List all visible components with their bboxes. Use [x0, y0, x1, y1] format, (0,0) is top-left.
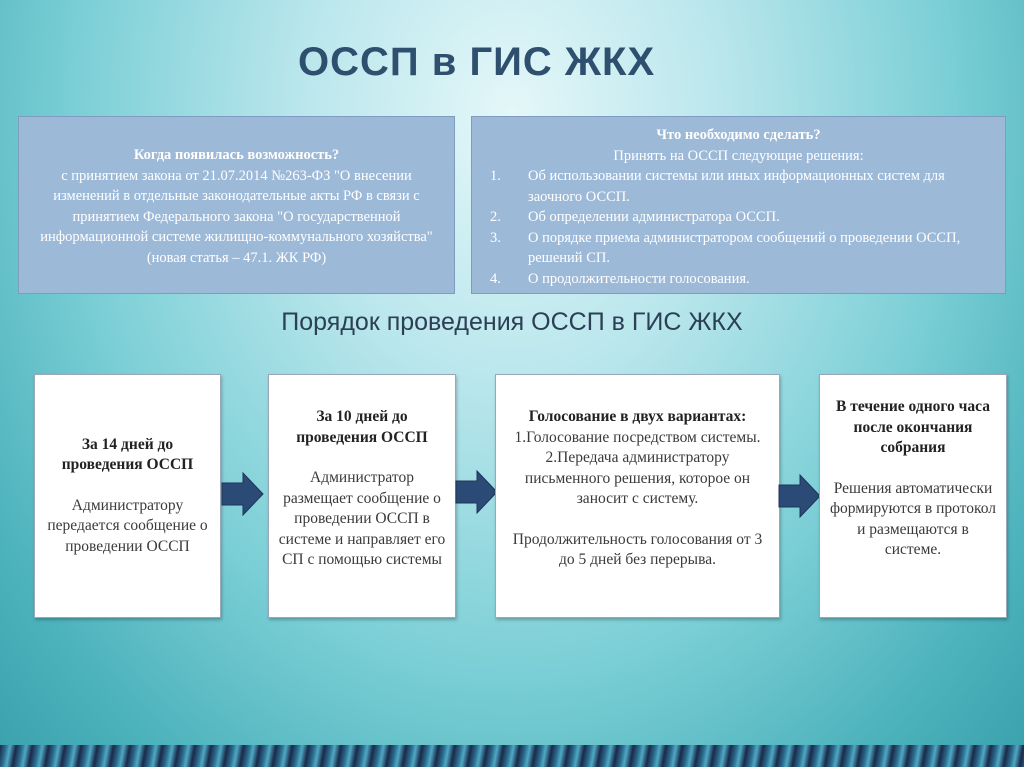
list-item — [482, 228, 995, 269]
list-item-number: 3. — [490, 229, 501, 246]
list-item — [482, 166, 995, 207]
right-arrow-icon — [778, 474, 822, 518]
step-box-4 — [819, 374, 1007, 618]
info-box-when-text: с принятием закона от 21.07.2014 №263-ФЗ "О внесении изменений в отдельные законодательные акты РФ в связи с принятием Федерального закона "О государственной информационной системе жилищно-коммунального хозяйства" (новая статья – 47.1. ЖК РФ) — [40, 167, 433, 266]
step-2-text: Администратор размещает сообщение о проведении ОССП в системе и направляет его СП с помощью системы — [278, 469, 446, 568]
step-4-heading: В течение одного часа после окончания собрания — [836, 398, 990, 456]
info-box-when-heading: Когда появилась возможность? — [133, 147, 340, 163]
step-box-3 — [495, 374, 780, 618]
step-box-2 — [268, 374, 456, 618]
decorative-bottom-strip — [0, 745, 1024, 767]
step-1-heading: За 14 дней до проведения ОССП — [61, 435, 194, 474]
step-4-text: Решения автоматически формируются в протокол и размещаются в системе. — [829, 479, 997, 558]
list-item-text: Об определении администратора ОССП. — [528, 209, 780, 225]
right-arrow-icon — [221, 472, 265, 516]
step-2-heading: За 10 дней до проведения ОССП — [296, 408, 428, 446]
step-3-line-2: 2.Передача администратору письменного решения, которое он заносит с систему. — [524, 449, 751, 507]
right-arrow-icon — [455, 470, 499, 514]
info-box-what — [471, 116, 1006, 294]
list-item-number: 4. — [490, 270, 501, 287]
step-3-line-1: 1.Голосование посредством системы. — [514, 428, 761, 446]
list-item — [482, 207, 995, 228]
step-1-text: Администратору передается сообщение о проведении ОССП — [47, 496, 208, 555]
list-item — [482, 269, 995, 290]
list-item-text: О порядке приема администратором сообщений о проведении ОССП, решений СП. — [528, 229, 961, 266]
list-item-text: Об использовании системы или иных информационных систем для заочного ОССП. — [528, 168, 945, 205]
info-box-what-intro: Принять на ОССП следующие решения: — [613, 147, 864, 164]
step-3-text: Продолжительность голосования от 3 до 5 дней без перерыва. — [512, 530, 763, 568]
step-3-heading: Голосование в двух вариантах: — [528, 408, 747, 425]
decisions-list — [482, 166, 995, 289]
info-box-when — [18, 116, 455, 294]
list-item-number: 1. — [490, 168, 501, 184]
step-box-1 — [34, 374, 221, 618]
page-title: ОССП в ГИС ЖКХ — [298, 40, 656, 84]
list-item-text: О продолжительности голосования. — [528, 270, 750, 287]
info-box-what-heading: Что необходимо сделать? — [656, 127, 821, 143]
section-subtitle: Порядок проведения ОССП в ГИС ЖКХ — [281, 308, 743, 336]
list-item-number: 2. — [490, 209, 501, 225]
